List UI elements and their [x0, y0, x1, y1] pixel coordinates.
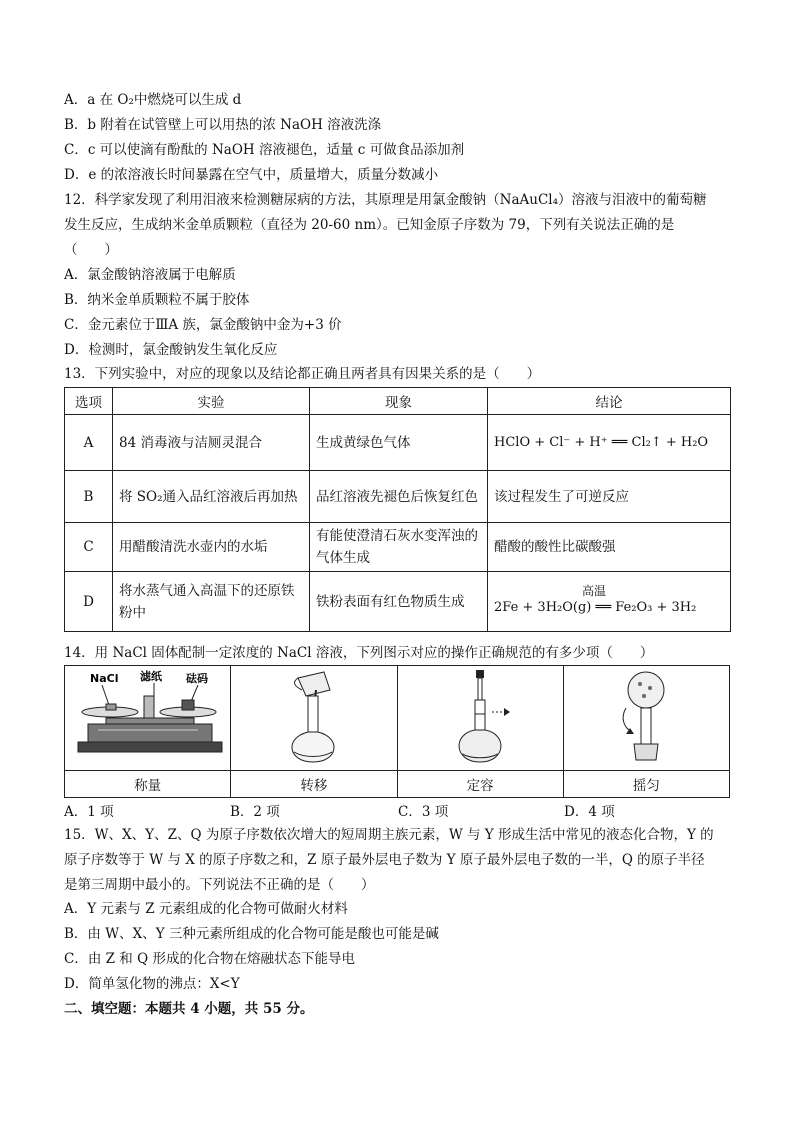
label-weights: 砝码: [185, 672, 208, 685]
figure-transfer: [231, 666, 397, 771]
row-experiment: 将 SO₂通入品红溶液后再加热: [113, 471, 310, 523]
q13-table: [64, 387, 731, 632]
q14-option-d: D．4 项: [564, 804, 615, 820]
figure-shaking: [563, 666, 729, 771]
q14-stem: 14．用 NaCl 固体配制一定浓度的 NaCl 溶液，下列图示对应的操作正确规范的有多少项（ ）: [64, 645, 654, 661]
table-header-row: [65, 388, 731, 415]
q11-option-a: A．a 在 O₂中燃烧可以生成 d: [64, 92, 242, 108]
q12-option-d: D．检测时，氯金酸钠发生氧化反应: [64, 342, 278, 358]
caption-weighing: 称量: [65, 771, 231, 798]
label-nacl: NaCl: [89, 672, 119, 685]
q15-stem-line3: 是第三周期中最小的。下列说法不正确的是（ ）: [64, 877, 375, 893]
row-option: D: [65, 572, 113, 632]
header-conclusion: 结论: [488, 388, 731, 415]
figure-weighing: [65, 666, 231, 771]
row-option: A: [65, 415, 113, 471]
caption-transfer: 转移: [231, 771, 397, 798]
q15-option-d: D．简单氢化物的沸点：X<Y: [64, 976, 240, 992]
row-phenomenon: 生成黄绿色气体: [310, 415, 488, 471]
table-row: [65, 572, 731, 632]
row-option: C: [65, 523, 113, 572]
caption-shaking: 摇匀: [563, 771, 729, 798]
row-option: B: [65, 471, 113, 523]
q12-stem-line2: 发生反应，生成纳米金单质颗粒（直径为 20-60 nm）。已知金原子序数为 79，下列有关说法正确的是: [64, 217, 675, 233]
row-experiment: 将水蒸气通入高温下的还原铁粉中: [113, 572, 310, 632]
header-experiment: 实验: [113, 388, 310, 415]
balance-icon: [68, 668, 228, 764]
label-filter-paper: 滤纸: [139, 670, 162, 683]
q11-option-c: C．c 可以使滴有酚酞的 NaOH 溶液褪色，适量 c 可做食品添加剂: [64, 142, 465, 158]
q12-stem-line1: 12．科学家发现了利用泪液来检测糖尿病的方法，其原理是用氯金酸钠（NaAuCl₄）溶液与泪液中的葡萄糖: [64, 192, 707, 208]
dropper-flask-icon: [420, 668, 540, 764]
volumetric-flask-icon: [254, 668, 374, 764]
row-conclusion: 该过程发生了可逆反应: [488, 471, 731, 523]
q12-option-a: A．氯金酸钠溶液属于电解质: [64, 267, 236, 283]
figure-constant-volume: [397, 666, 563, 771]
q14-option-b: B．2 项: [230, 804, 280, 820]
row-experiment: 用醋酸清洗水壶内的水垢: [113, 523, 310, 572]
row-phenomenon: 有能使澄清石灰水变浑浊的气体生成: [310, 523, 488, 572]
q12-stem-line3: （ ）: [64, 242, 118, 258]
q14-figure-table: [64, 665, 730, 798]
q15-stem-line1: 15．W、X、Y、Z、Q 为原子序数依次增大的短周期主族元素，W 与 Y 形成生活中常见的液态化合物，Y 的: [64, 827, 714, 843]
row-conclusion-equation: HClO + Cl⁻ + H⁺ ══ Cl₂↑ + H₂O: [488, 415, 731, 471]
q11-option-d: D．e 的浓溶液长时间暴露在空气中，质量增大，质量分数减小: [64, 167, 439, 183]
q15-option-b: B．由 W、X、Y 三种元素所组成的化合物可能是酸也可能是碱: [64, 926, 439, 942]
q15-option-a: A．Y 元素与 Z 元素组成的化合物可做耐火材料: [64, 901, 348, 917]
shaking-flask-icon: [586, 668, 706, 764]
q15-option-c: C．由 Z 和 Q 形成的化合物在熔融状态下能导电: [64, 951, 355, 967]
caption-constant-volume: 定容: [397, 771, 563, 798]
row-experiment: 84 消毒液与洁厕灵混合: [113, 415, 310, 471]
reaction-condition: 高温: [581, 583, 606, 598]
header-option: 选项: [65, 388, 113, 415]
row-phenomenon: 铁粉表面有红色物质生成: [310, 572, 488, 632]
q14-option-a: A．1 项: [64, 804, 114, 820]
row-conclusion: 醋酸的酸性比碳酸强: [488, 523, 731, 572]
table-row: [65, 471, 731, 523]
q15-stem-line2: 原子序数等于 W 与 X 的原子序数之和，Z 原子最外层电子数为 Y 原子最外层电子数的一半，Q 的原子半径: [64, 852, 705, 868]
table-row: [65, 523, 731, 572]
q14-option-c: C．3 项: [398, 804, 449, 820]
q11-option-b: B．b 附着在试管壁上可以用热的浓 NaOH 溶液洗涤: [64, 117, 382, 133]
equation-text: 2Fe + 3H₂O(g) ══ Fe₂O₃ + 3H₂: [494, 599, 697, 615]
table-row: [65, 415, 731, 471]
row-phenomenon: 品红溶液先褪色后恢复红色: [310, 471, 488, 523]
row-conclusion-equation: [488, 572, 731, 632]
q13-stem: 13．下列实验中，对应的现象以及结论都正确且两者具有因果关系的是（ ）: [64, 366, 541, 382]
header-phenomenon: 现象: [310, 388, 488, 415]
q12-option-c: C．金元素位于ⅢA 族，氯金酸钠中金为+3 价: [64, 317, 342, 333]
section-heading: 二、填空题：本题共 4 小题，共 55 分。: [64, 1001, 314, 1017]
q12-option-b: B．纳米金单质颗粒不属于胶体: [64, 292, 250, 308]
